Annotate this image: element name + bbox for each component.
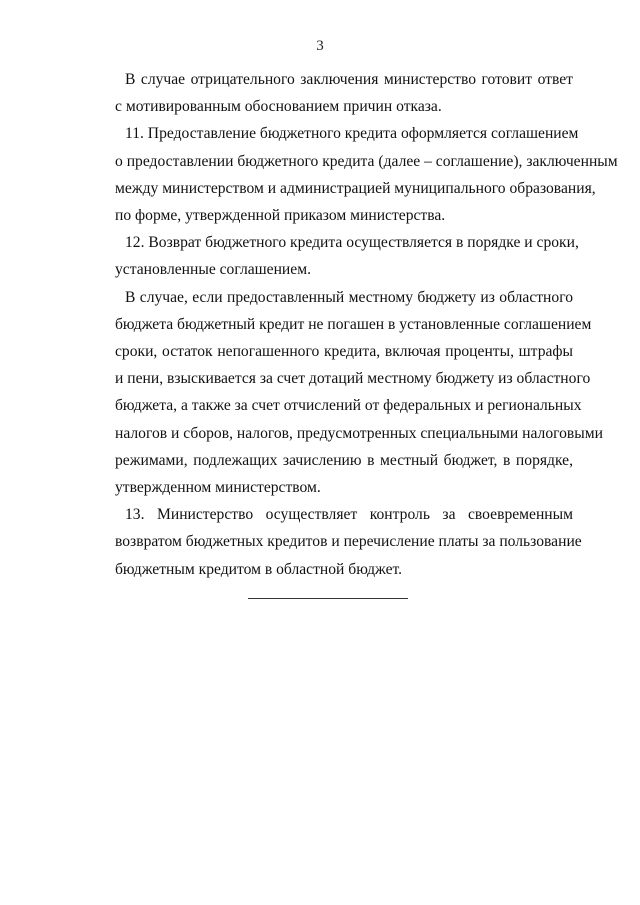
text-line: сроки, остаток непогашенного кредита, включая проценты, штрафы <box>115 343 573 361</box>
text-line: бюджета, а также за счет отчислений от федеральных и региональных <box>115 397 582 415</box>
text-line: режимами, подлежащих зачислению в местный бюджет, в порядке, <box>115 451 573 469</box>
text-line: бюджетным кредитом в областной бюджет. <box>115 560 403 578</box>
paragraph-11 <box>115 120 618 229</box>
text-line: утвержденном министерством. <box>115 479 321 497</box>
page-number: 3 <box>316 38 324 54</box>
text-line: о предоставлении бюджетного кредита (далее – соглашение), заключенным <box>115 152 618 170</box>
paragraph-debt-collection <box>115 284 603 502</box>
text-line: установленные соглашением. <box>115 261 311 279</box>
text-line: В случае отрицательного заключения министерство готовит ответ <box>125 71 573 88</box>
text-line: 13. Министерство осуществляет контроль за своевременным <box>125 506 573 524</box>
text-line: бюджета бюджетный кредит не погашен в установленные соглашением <box>115 315 592 333</box>
text-line: 12. Возврат бюджетного кредита осуществляется в порядке и сроки, <box>125 234 579 252</box>
document-body <box>115 66 618 583</box>
text-line: и пени, взыскивается за счет дотаций местному бюджету из областного <box>115 370 591 388</box>
text-line: по форме, утвержденной приказом министерства. <box>115 207 446 225</box>
text-line: В случае, если предоставленный местному бюджету из областного <box>125 288 573 306</box>
text-line: 11. Предоставление бюджетного кредита оформляется соглашением <box>125 125 579 143</box>
end-divider <box>248 598 408 599</box>
text-line: с мотивированным обоснованием причин отказа. <box>115 98 442 116</box>
text-line: налогов и сборов, налогов, предусмотренных специальными налоговыми <box>115 424 603 442</box>
paragraph-13 <box>115 501 582 583</box>
paragraph-12 <box>115 229 579 283</box>
paragraph-refusal <box>115 66 573 120</box>
text-line: между министерством и администрацией муниципального образования, <box>115 179 596 197</box>
text-line: возвратом бюджетных кредитов и перечисление платы за пользование <box>115 533 582 551</box>
